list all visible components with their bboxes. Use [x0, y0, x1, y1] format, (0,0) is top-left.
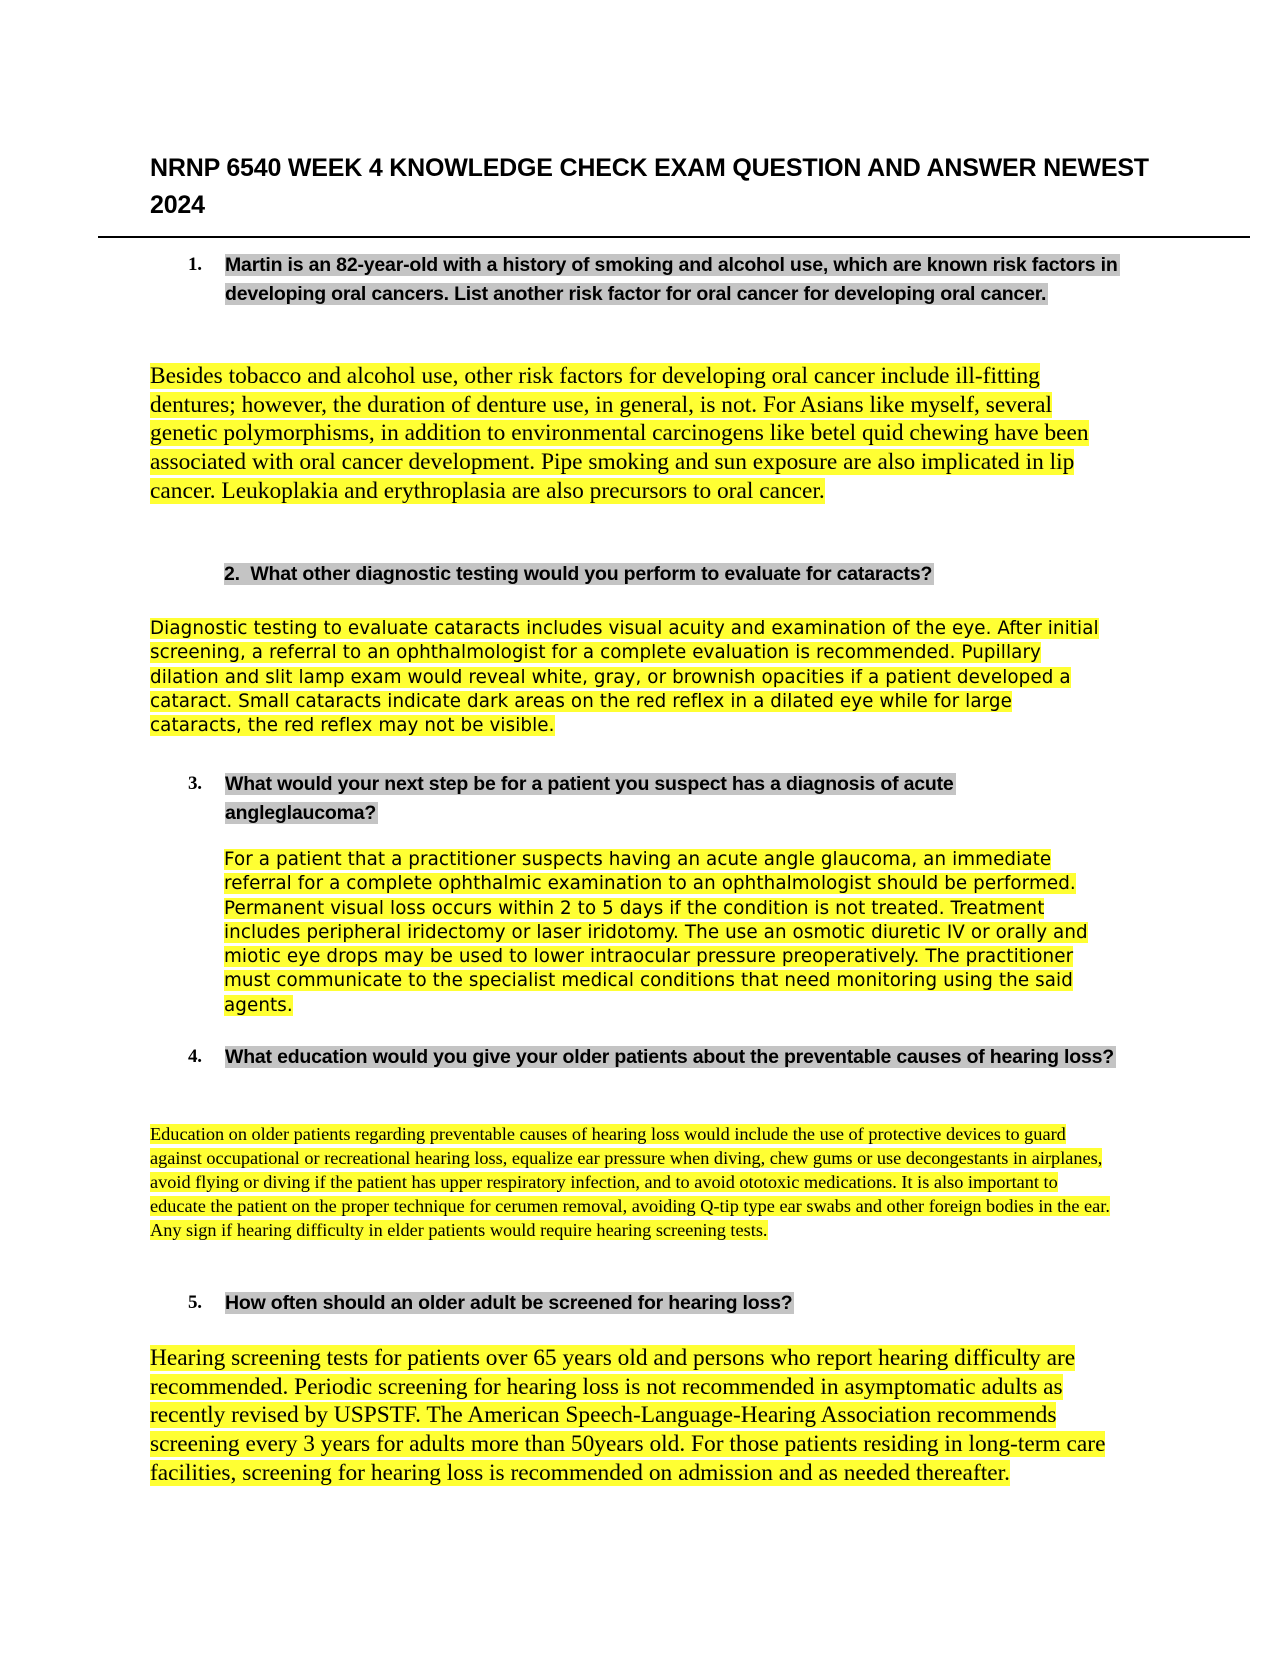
answer-text: Hearing screening tests for patients over 65 years old and persons who report hearing difficulty are recommended. Periodic screening for hearing loss is not recommended in asymptomatic adults as recently revised by USPSTF. The American Speech-Language-Hearing Association recommends screening every 3 years for adults more than 50years old. For those patients residing in long-term care facilities, screening for hearing loss is recommended on admission and as needed thereafter. [150, 1345, 1106, 1486]
answer-4 [150, 1122, 1115, 1242]
answer-3 [224, 848, 1104, 1018]
question-text: What would your next step be for a patient you suspect has a diagnosis of acute angleglaucoma? [225, 773, 954, 824]
answer-1 [150, 362, 1110, 506]
question-number: 2. [224, 563, 240, 585]
answer-text: Besides tobacco and alcohol use, other risk factors for developing oral cancer include ill-fitting dentures; however, the duration of denture use, in general, is not. For Asians like myself, several genetic polymorphisms, in addition to environmental carcinogens like betel quid chewing have been associated with oral cancer development. Pipe smoking and sun exposure are also implicated in lip cancer. Leukoplakia and erythroplasia are also precursors to oral cancer. [150, 363, 1089, 504]
answer-text: Education on older patients regarding preventable causes of hearing loss would include the use of protective devices to guard against occupational or recreational hearing loss, equalize ear pressure when diving, chew gums or use decongestants in airplanes, avoid flying or diving if the patient has upper respiratory infection, and to avoid ototoxic medications. It is also important to educate the patient on the proper technique for cerumen removal, avoiding Q-tip type ear swabs and other foreign bodies in the ear. Any sign if hearing difficulty in elder patients would require hearing screening tests. [150, 1124, 1110, 1240]
answer-text: For a patient that a practitioner suspects having an acute angle glaucoma, an immediate referral for a complete ophthalmic examination to an ophthalmologist should be performed. Permanent visual loss occurs within 2 to 5 days if the condition is not treated. Treatment includes peripheral iridectomy or laser iridotomy. The use an osmotic diuretic IV or orally and miotic eye drops may be used to lower intraocular pressure preoperatively. The practitioner must communicate to the specialist medical conditions that need monitoring using the said agents. [224, 849, 1088, 1016]
answer-5 [150, 1344, 1125, 1488]
document-title: NRNP 6540 WEEK 4 KNOWLEDGE CHECK EXAM QUESTION AND ANSWER NEWEST 2024 [150, 154, 1149, 219]
question-number: 4. [188, 1046, 202, 1067]
answer-text: Diagnostic testing to evaluate cataracts includes visual acuity and examination of the eye. After initial screening, a referral to an ophthalmologist for a complete evaluation is recommended. Pupillary dilation and slit lamp exam would reveal white, gray, or brownish opacities if a patient developed a cataract. Small cataracts indicate dark areas on the red reflex in a dilated eye while for large cataracts, the red reflex may not be visible. [150, 618, 1099, 737]
question-text: Martin is an 82-year-old with a history of smoking and alcohol use, which are known risk factors in developing oral cancers. List another risk factor for oral cancer for developing oral cancer. [225, 254, 1118, 305]
question-text: What education would you give your older patients about the preventable causes of hearing loss? [225, 1046, 1114, 1068]
question-number: 5. [188, 1292, 202, 1313]
question-2 [224, 560, 1124, 589]
question-number: 3. [188, 773, 202, 794]
answer-2 [150, 617, 1100, 738]
title-divider [98, 236, 1250, 238]
question-number: 1. [188, 254, 202, 275]
question-text: How often should an older adult be screened for hearing loss? [225, 1292, 793, 1314]
question-text: What other diagnostic testing would you perform to evaluate for cataracts? [250, 563, 933, 585]
